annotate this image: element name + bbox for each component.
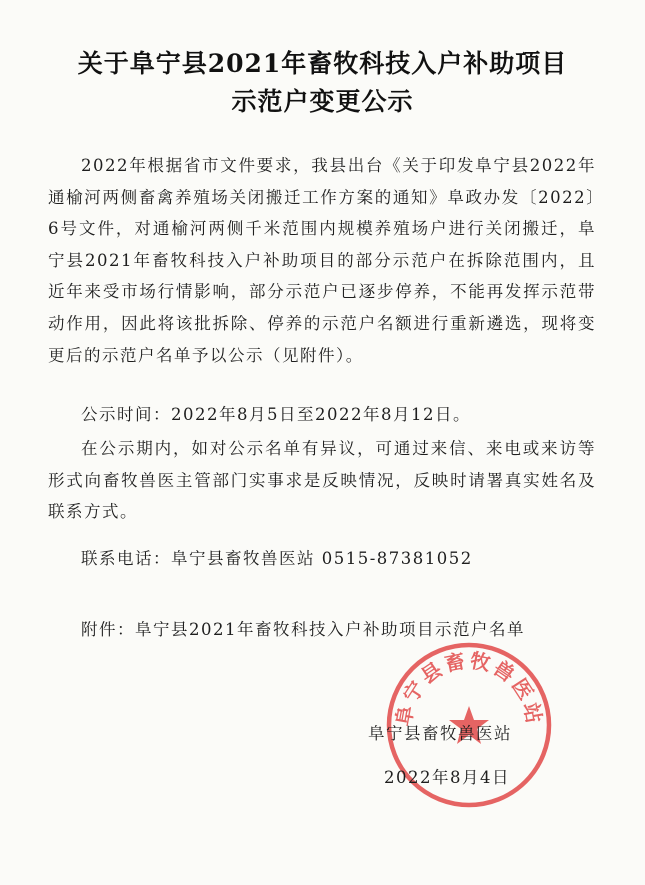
body-paragraph-attachment: 附件：阜宁县2021年畜牧科技入户补助项目示范户名单 bbox=[81, 620, 525, 639]
body-paragraph-background: 2022年根据省市文件要求，我县出台《关于印发阜宁县2022年通榆河两侧畜禽养殖场关闭搬迁工作方案的通知》阜政办发〔2022〕6号文件，对通榆河两侧千米范围内规模养殖场户进行关闭搬迁，阜宁县2021年畜牧科技入户补助项目的部分示范户在拆除范围内，且近年来受市场行情影响，部分示范户已逐步停养，不能再发挥示范带动作用，因此将该批拆除、停养的示范户名额进行重新遴选，现将变更后的示范户名单予以公示（见附件）。 bbox=[48, 156, 596, 365]
svg-text:阜宁县畜牧兽医站: 阜宁县畜牧兽医站 bbox=[391, 648, 547, 728]
signature-date: 2022年8月4日 bbox=[384, 768, 510, 787]
body-paragraph-publicity-period: 公示时间：2022年8月5日至2022年8月12日。 bbox=[81, 405, 471, 424]
body-paragraph-objection: 在公示期内，如对公示名单有异议，可通过来信、来电或来访等形式向畜牧兽医主管部门实事求是反映情况，反映时请署真实姓名及联系方式。 bbox=[48, 439, 596, 522]
body-paragraph-contact: 联系电话：阜宁县畜牧兽医站 0515-87381052 bbox=[81, 549, 473, 568]
title-line-2: 示范户变更公示 bbox=[231, 87, 414, 116]
signature-organization: 阜宁县畜牧兽医站 bbox=[368, 724, 512, 743]
title-line-1: 关于阜宁县2021年畜牧科技入户补助项目 bbox=[77, 49, 568, 78]
